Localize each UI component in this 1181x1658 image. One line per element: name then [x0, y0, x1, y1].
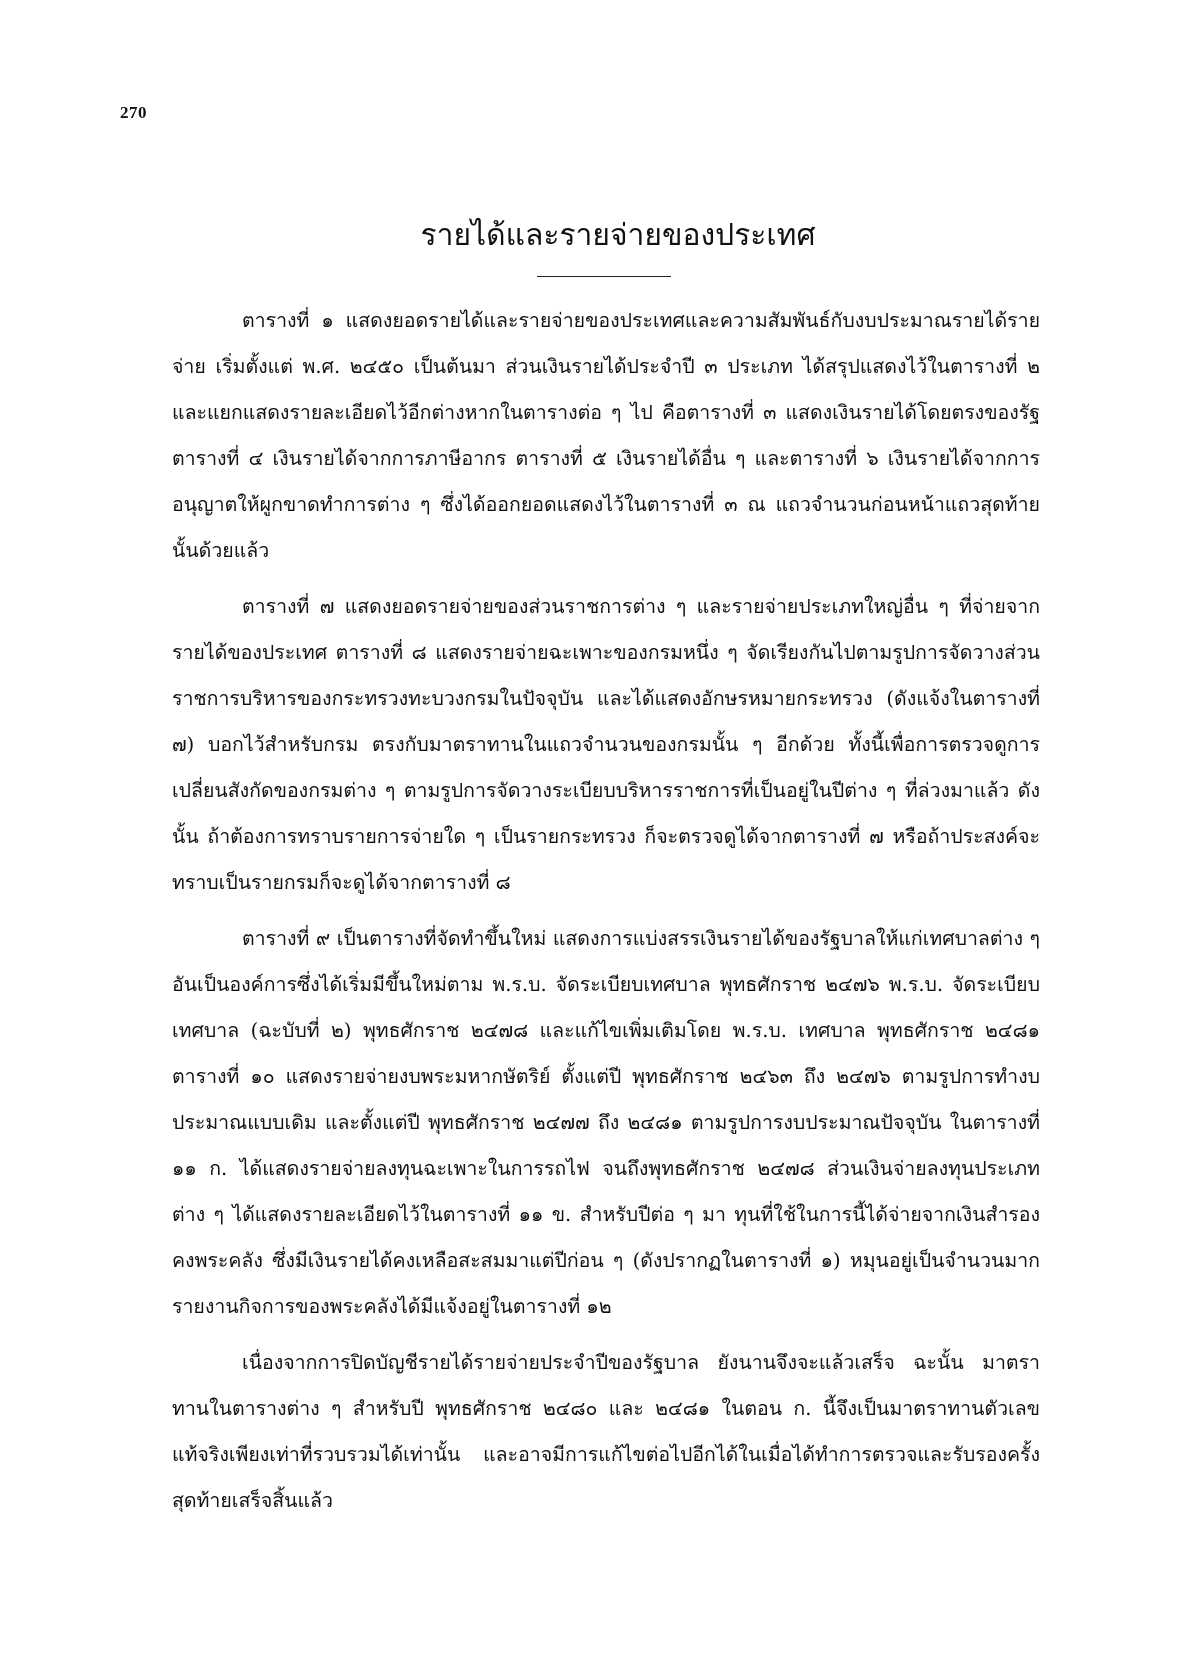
- paragraph-revenue-tables: ตารางที่ ๑ แสดงยอดรายได้และรายจ่ายของประเทศและความสัมพันธ์กับงบประมาณรายได้รายจ่าย เริ่มตั้งแต่ พ.ศ. ๒๔๕๐ เป็นต้นมา ส่วนเงินรายได้ประจำปี ๓ ประเภท ได้สรุปแสดงไว้ในตารางที่ ๒ และแยกแสดงรายละเอียดไว้อีกต่างหากในตารางต่อ ๆ ไป คือตารางที่ ๓ แสดงเงินรายได้โดยตรงของรัฐ ตารางที่ ๔ เงินรายได้จากการภาษีอากร ตารางที่ ๕ เงินรายได้อื่น ๆ และตารางที่ ๖ เงินรายได้จากการอนุญาตให้ผูกขาดทำการต่าง ๆ ซึ่งได้ออกยอดแสดงไว้ในตารางที่ ๓ ณ แถวจำนวนก่อนหน้าแถวสุดท้ายนั้นด้วยแล้ว: [172, 309, 1040, 562]
- paragraph-expenditure-tables: ตารางที่ ๗ แสดงยอดรายจ่ายของส่วนราชการต่าง ๆ และรายจ่ายประเภทใหญ่อื่น ๆ ที่จ่ายจากรายได้ของประเทศ ตารางที่ ๘ แสดงรายจ่ายฉะเพาะของกรมหนึ่ง ๆ จัดเรียงกันไปตามรูปการจัดวางส่วนราชการบริหารของกระทรวงทะบวงกรมในปัจจุบัน และได้แสดงอักษรหมายกระทรวง (ดังแจ้งในตารางที่ ๗) บอกไว้สำหรับกรม ตรงกับมาตราทานในแถวจำนวนของกรมนั้น ๆ อีกด้วย ทั้งนี้เพื่อการตรวจดูการเปลี่ยนสังกัดของกรมต่าง ๆ ตามรูปการจัดวางระเบียบบริหารราชการที่เป็นอยู่ในปีต่าง ๆ ที่ล่วงมาแล้ว ดังนั้น ถ้าต้องการทราบรายการจ่ายใด ๆ เป็นรายกระทรวง ก็จะตรวจดูได้จากตารางที่ ๗ หรือถ้าประสงค์จะทราบเป็นรายกรมก็จะดูได้จากตารางที่ ๘: [172, 595, 1040, 894]
- paragraph-municipal-tables: ตารางที่ ๙ เป็นตารางที่จัดทำขึ้นใหม่ แสดงการแบ่งสรรเงินรายได้ของรัฐบาลให้แก่เทศบาลต่าง ๆ อันเป็นองค์การซึ่งได้เริ่มมีขึ้นใหม่ตาม พ.ร.บ. จัดระเบียบเทศบาล พุทธศักราช ๒๔๗๖ พ.ร.บ. จัดระเบียบเทศบาล (ฉะบับที่ ๒) พุทธศักราช ๒๔๗๘ และแก้ไขเพิ่มเติมโดย พ.ร.บ. เทศบาล พุทธศักราช ๒๔๘๑ ตารางที่ ๑๐ แสดงรายจ่ายงบพระมหากษัตริย์ ตั้งแต่ปี พุทธศักราช ๒๔๖๓ ถึง ๒๔๗๖ ตามรูปการทำงบประมาณแบบเดิม และตั้งแต่ปี พุทธศักราช ๒๔๗๗ ถึง ๒๔๘๑ ตามรูปการงบประมาณปัจจุบัน ในตารางที่ ๑๑ ก. ได้แสดงรายจ่ายลงทุนฉะเพาะในการรถไฟ จนถึงพุทธศักราช ๒๔๗๘ ส่วนเงินจ่ายลงทุนประเภทต่าง ๆ ได้แสดงรายละเอียดไว้ในตารางที่ ๑๑ ข. สำหรับปีต่อ ๆ มา ทุนที่ใช้ในการนี้ได้จ่ายจากเงินสำรองคงพระคลัง ซึ่งมีเงินรายได้คงเหลือสะสมมาแต่ปีก่อน ๆ (ดังปรากฏในตารางที่ ๑) หมุนอยู่เป็นจำนวนมาก รายงานกิจการของพระคลังได้มีแจ้งอยู่ในตารางที่ ๑๒: [172, 927, 1040, 1318]
- document-body: [172, 298, 1040, 1524]
- title-divider: [537, 276, 671, 277]
- page-title: รายได้และรายจ่ายของประเทศ: [420, 218, 816, 253]
- paragraph-accounts-note: เนื่องจากการปิดบัญชีรายได้รายจ่ายประจำปีของรัฐบาล ยังนานจึงจะแล้วเสร็จ ฉะนั้น มาตราทานในตารางต่าง ๆ สำหรับปี พุทธศักราช ๒๔๘๐ และ ๒๔๘๑ ในตอน ก. นี้จึงเป็นมาตราทานตัวเลขแท้จริงเพียงเท่าที่รวบรวมได้เท่านั้น และอาจมีการแก้ไขต่อไปอีกได้ในเมื่อได้ทำการตรวจและรับรองครั้งสุดท้ายเสร็จสิ้นแล้ว: [172, 1351, 1040, 1512]
- page-number: 270: [120, 103, 147, 122]
